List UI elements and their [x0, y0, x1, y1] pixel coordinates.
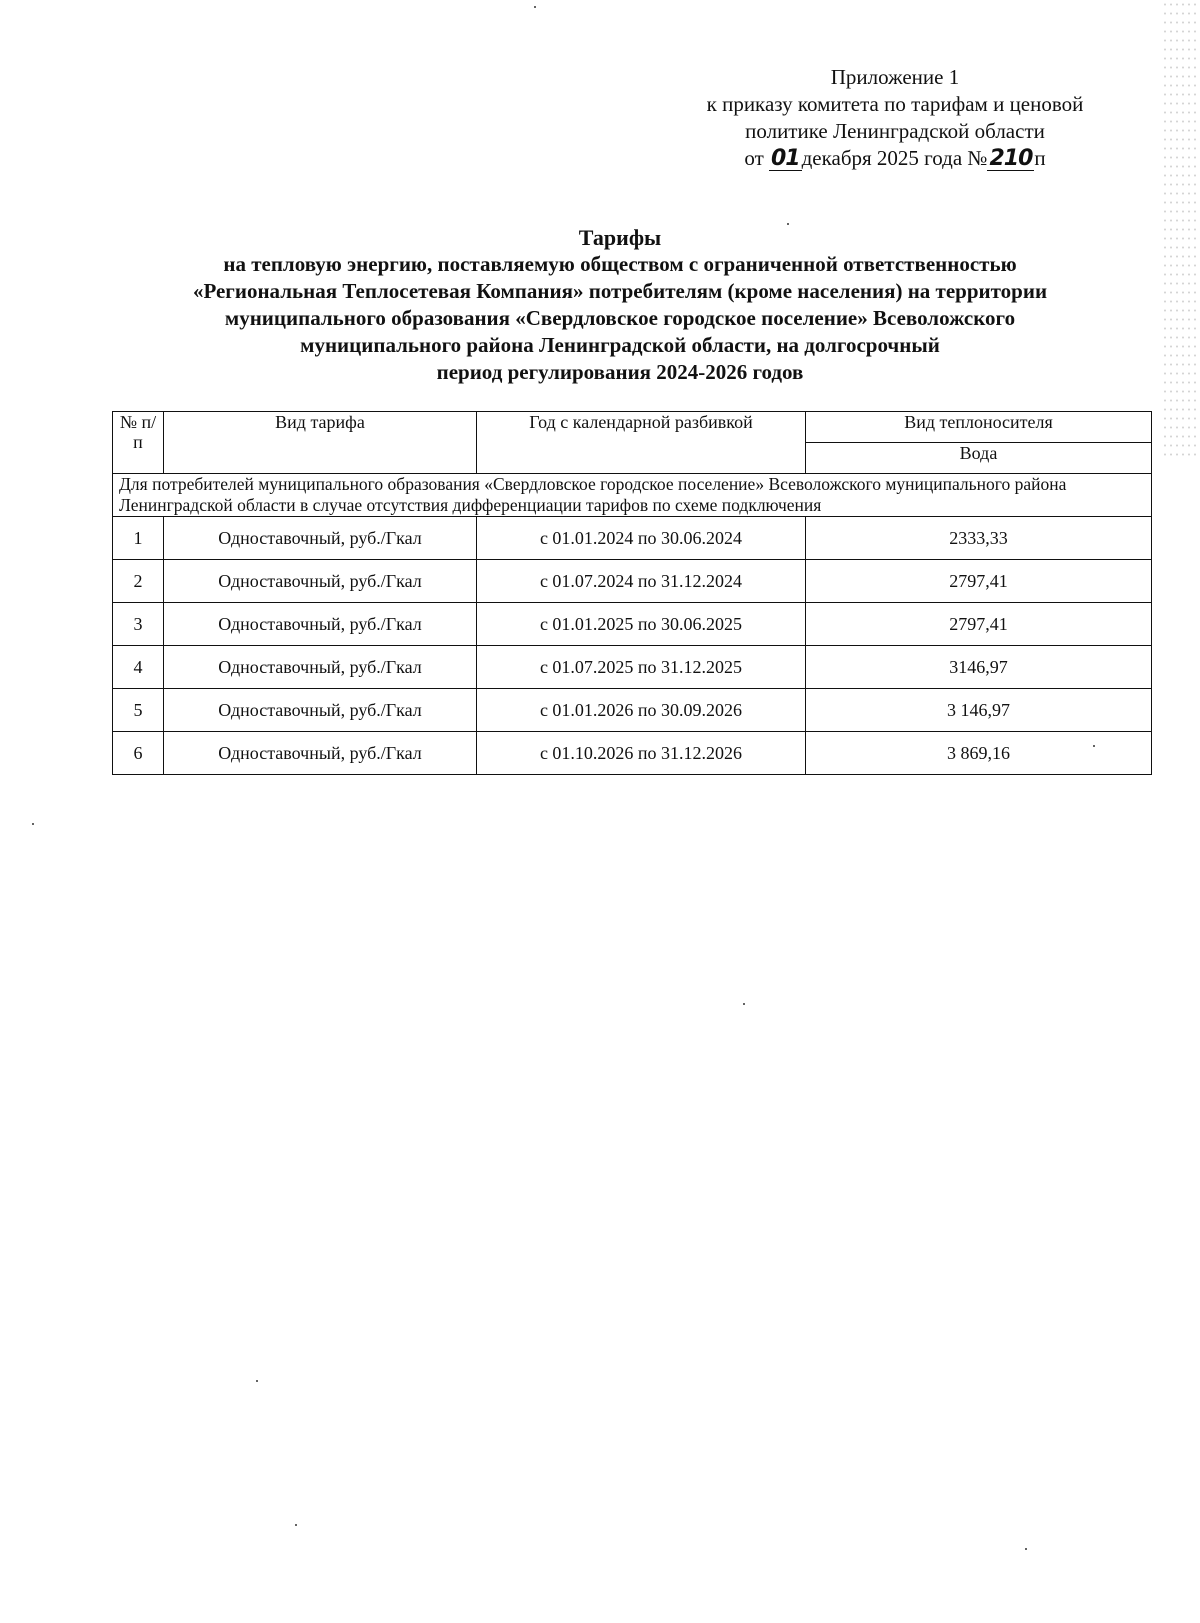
title-line-3: муниципального образования «Свердловское городское поселение» Всеволожского	[224, 306, 1016, 330]
scan-speck	[1093, 745, 1095, 747]
row-num: 2	[113, 560, 164, 603]
row-period: с 01.01.2026 по 30.09.2026	[477, 689, 806, 732]
row-type: Одноставочный, руб./Гкал	[164, 732, 477, 775]
row-value: 3 869,16	[806, 732, 1152, 775]
row-value: 2333,33	[806, 517, 1152, 560]
scan-speck	[743, 1003, 745, 1005]
row-value: 2797,41	[806, 560, 1152, 603]
header-water: Вода	[806, 443, 1152, 474]
appendix-line-1: Приложение 1	[830, 65, 960, 89]
order-suffix: п	[1034, 146, 1046, 170]
row-num: 3	[113, 603, 164, 646]
row-period: с 01.01.2025 по 30.06.2025	[477, 603, 806, 646]
row-num: 6	[113, 732, 164, 775]
header-num: № п/п	[113, 412, 164, 474]
row-period: с 01.07.2025 по 31.12.2025	[477, 646, 806, 689]
title-line-2: «Региональная Теплосетевая Компания» потребителям (кроме населения) на территории	[192, 279, 1048, 303]
row-num: 4	[113, 646, 164, 689]
header-tariff-type: Вид тарифа	[164, 412, 477, 474]
row-value: 3 146,97	[806, 689, 1152, 732]
row-period: с 01.01.2024 по 30.06.2024	[477, 517, 806, 560]
table-row	[113, 689, 1152, 732]
document-title	[100, 224, 1140, 386]
row-type: Одноставочный, руб./Гкал	[164, 603, 477, 646]
date-prefix: от	[744, 146, 764, 170]
table-row	[113, 646, 1152, 689]
handwritten-day: 01	[771, 146, 800, 171]
appendix-date-line	[665, 145, 1125, 172]
date-rest: декабря 2025 года №	[801, 146, 988, 170]
title-line-4: муниципального района Ленинградской области, на долгосрочный	[300, 333, 940, 357]
table-row	[113, 560, 1152, 603]
scan-speck	[534, 6, 536, 8]
row-type: Одноставочный, руб./Гкал	[164, 517, 477, 560]
scan-speck	[1025, 1548, 1027, 1550]
group-row	[113, 474, 1152, 517]
table-row	[113, 603, 1152, 646]
row-type: Одноставочный, руб./Гкал	[164, 560, 477, 603]
header-year: Год с календарной разбивкой	[477, 412, 806, 474]
scan-speck	[787, 223, 789, 225]
scan-speck	[32, 823, 34, 825]
row-value: 3146,97	[806, 646, 1152, 689]
handwritten-order-number: 210	[989, 146, 1033, 171]
title-heading: Тарифы	[578, 225, 662, 250]
row-period: с 01.07.2024 по 31.12.2024	[477, 560, 806, 603]
scan-speck	[256, 1380, 258, 1382]
group-label: Для потребителей муниципального образования «Свердловское городское поселение» Всеволожского муниципального района Ленинградской области в случае отсутствия дифференциации тарифов по схеме подключения	[113, 474, 1152, 517]
appendix-line-3: политике Ленинградской области	[745, 119, 1045, 143]
title-line-1: на тепловую энергию, поставляемую обществом с ограниченной ответственностью	[223, 252, 1017, 276]
table-row	[113, 732, 1152, 775]
row-num: 1	[113, 517, 164, 560]
title-line-5: период регулирования 2024-2026 годов	[436, 360, 804, 384]
table-header-row	[113, 412, 1152, 443]
tariff-table	[112, 411, 1152, 775]
header-carrier: Вид теплоносителя	[806, 412, 1152, 443]
row-type: Одноставочный, руб./Гкал	[164, 689, 477, 732]
appendix-header	[665, 64, 1125, 172]
row-value: 2797,41	[806, 603, 1152, 646]
row-type: Одноставочный, руб./Гкал	[164, 646, 477, 689]
table-row	[113, 517, 1152, 560]
appendix-line-2: к приказу комитета по тарифам и ценовой	[706, 92, 1084, 116]
row-period: с 01.10.2026 по 31.12.2026	[477, 732, 806, 775]
scan-speck	[295, 1524, 297, 1526]
scan-edge-noise	[1162, 0, 1200, 460]
row-num: 5	[113, 689, 164, 732]
